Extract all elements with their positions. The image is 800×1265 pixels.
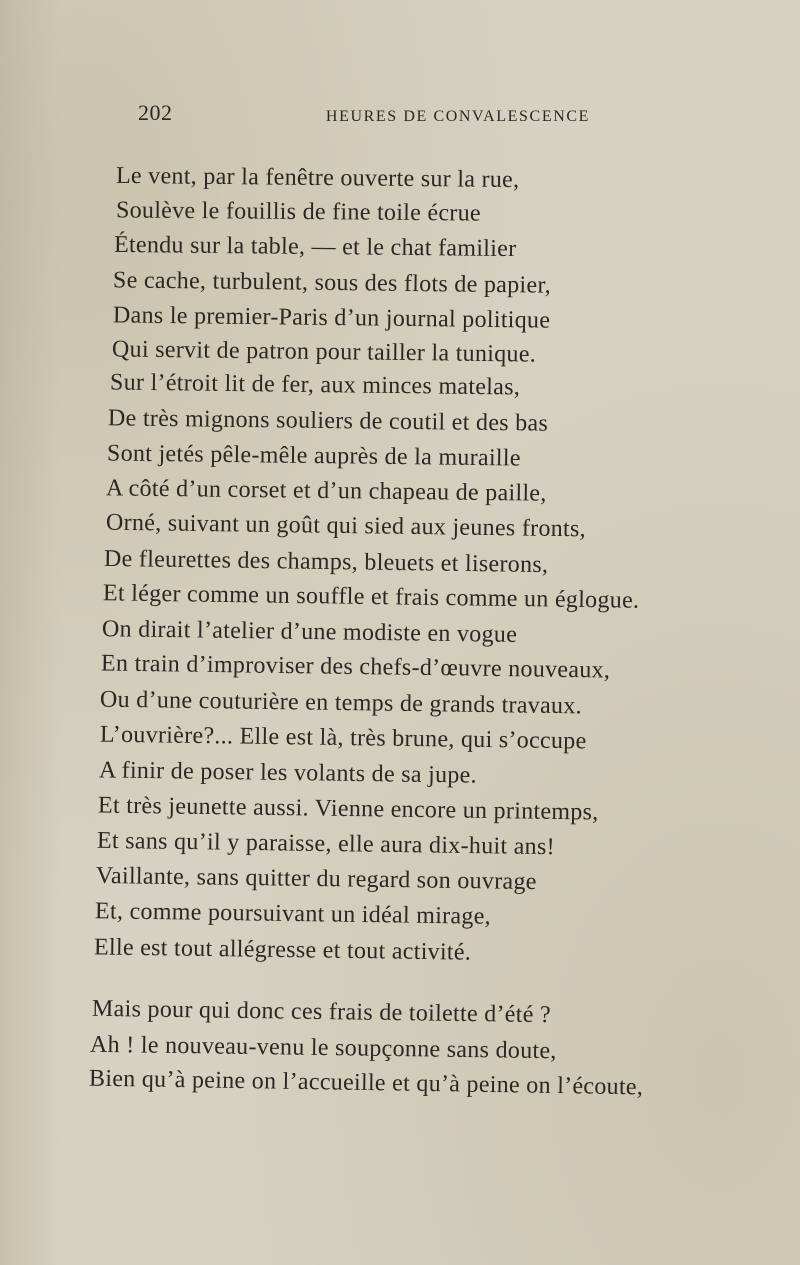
poem-line: A finir de poser les volants de sa jupe. — [98, 757, 478, 789]
poem-line: Soulève le fouillis de fine toile écrue — [115, 197, 482, 227]
poem-line: Le vent, par la fenêtre ouverte sur la rue, — [115, 162, 520, 194]
poem-line: Elle est tout allégresse et tout activité. — [93, 934, 472, 966]
poem-line: Et, comme poursuivant un idéal mirage, — [94, 898, 492, 930]
poem-line: Orné, suivant un goût qui sied aux jeunes fronts, — [105, 509, 587, 543]
poem-line: Étendu sur la table, — et le chat familier — [113, 231, 517, 263]
poem-line: Mais pour qui donc ces frais de toilette d’été ? — [91, 995, 552, 1029]
poem-line: Bien qu’à peine on l’accueille et qu’à peine on l’écoute, — [88, 1065, 644, 1101]
poem-line: Et léger comme un souffle et frais comme un églogue. — [102, 580, 640, 614]
poem-line: Et sans qu’il y paraisse, elle aura dix-huit ans! — [96, 827, 556, 861]
poem-line: On dirait l’atelier d’une modiste en vogue — [101, 616, 518, 648]
poem-line: Sur l’étroit lit de fer, aux minces matelas, — [109, 369, 521, 401]
running-head-title: HEURES DE CONVALESCENCE — [325, 108, 590, 125]
poem-line: Qui servit de patron pour tailler la tunique. — [111, 336, 537, 368]
poem-line: En train d’improviser des chefs-d’œuvre nouveaux, — [100, 650, 611, 684]
poem-line: L’ouvrière?... Elle est là, très brune, qui s’occupe — [99, 721, 587, 755]
poem-line: Se cache, turbulent, sous des flots de papier, — [112, 267, 552, 299]
poem-line: Ah ! le nouveau-venu le soupçonne sans doute, — [89, 1031, 557, 1065]
poem-line: De fleurettes des champs, bleuets et liserons, — [103, 545, 549, 579]
page-number: 202 — [138, 100, 173, 125]
poem-line: Et très jeunette aussi. Vienne encore un printemps, — [97, 792, 599, 826]
running-head — [138, 100, 590, 130]
poem-line: Ou d’une couturière en temps de grands travaux. — [99, 686, 583, 720]
poem-line: Vaillante, sans quitter du regard son ouvrage — [95, 862, 537, 896]
poem-line: A côté d’un corset et d’un chapeau de paille, — [105, 475, 547, 507]
poem-line: Dans le premier-Paris d’un journal politique — [112, 302, 551, 334]
poem-line: De très mignons souliers de coutil et des bas — [107, 405, 549, 437]
poem-line: Sont jetés pêle-mêle auprès de la muraille — [106, 440, 521, 472]
